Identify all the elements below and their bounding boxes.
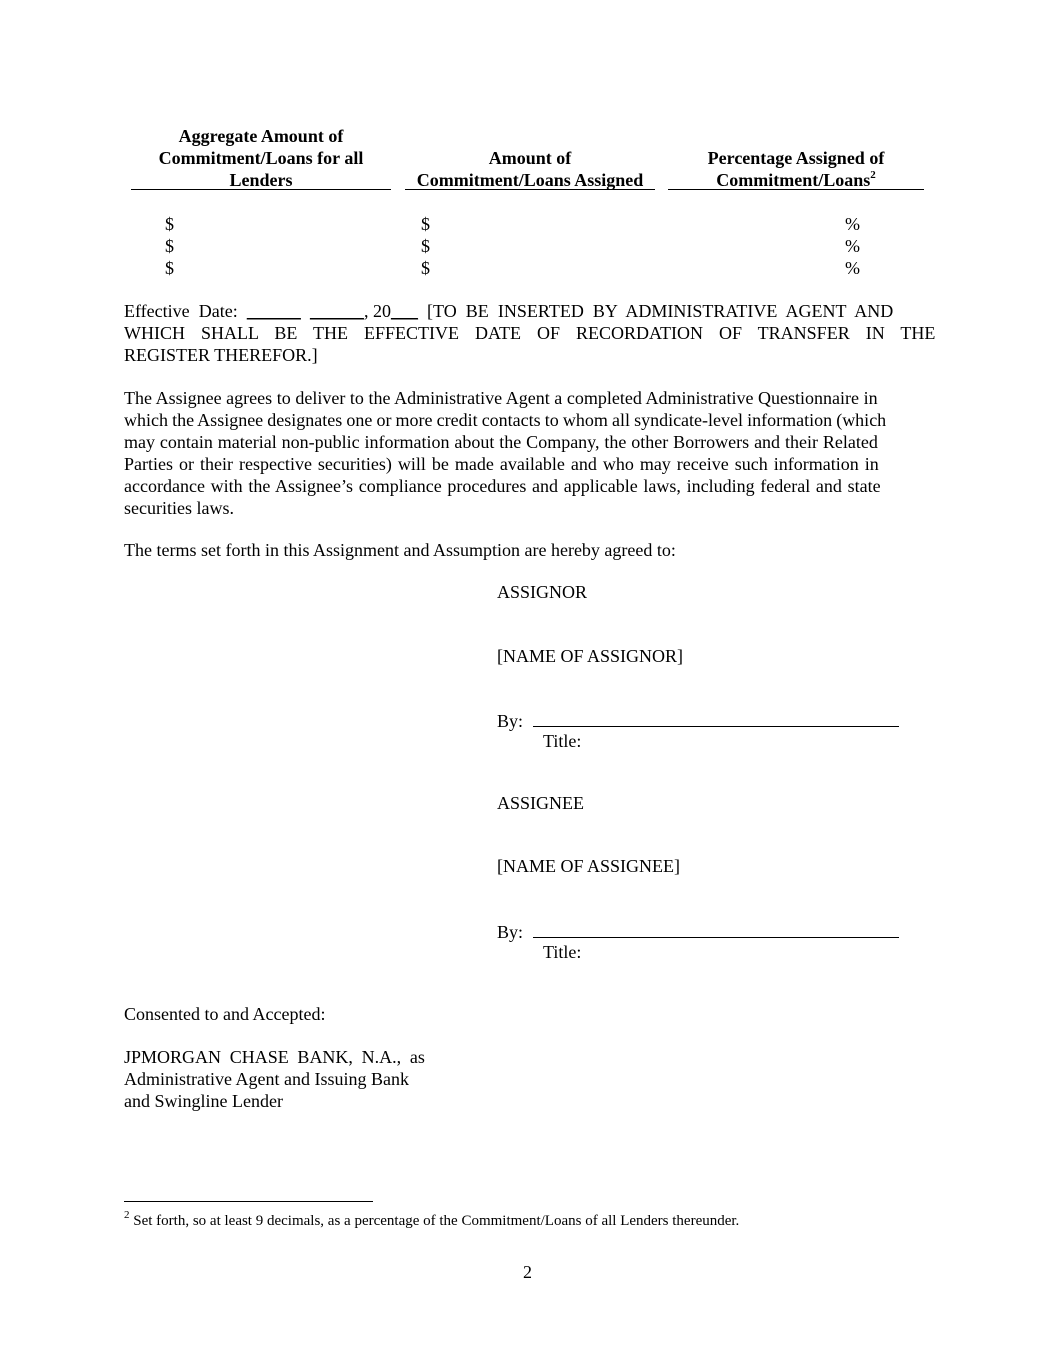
assignor-heading: ASSIGNOR [497, 582, 588, 602]
cell-percentage: % [845, 214, 860, 234]
cell-assigned: $ [421, 214, 430, 234]
cell-aggregate: $ [165, 258, 174, 278]
page-number: 2 [523, 1262, 532, 1282]
effective-date-line-1 [124, 300, 931, 322]
footnote-ref: 2 [870, 169, 876, 181]
effective-date-blank-day: ______ [309, 301, 364, 321]
cell-aggregate: $ [165, 236, 174, 256]
header-aggregate-line-1: Aggregate Amount of [178, 126, 344, 146]
assignor-name: [NAME OF ASSIGNOR] [497, 646, 684, 666]
effective-date-label: Effective Date: [124, 301, 238, 321]
cell-aggregate: $ [165, 214, 174, 234]
header-assigned-line-1: Amount of [488, 148, 572, 168]
effective-date-line-2: WHICH SHALL BE THE EFFECTIVE DATE OF RECORDATION OF TRANSFER IN THE [124, 323, 936, 343]
header-aggregate-line-3: Lenders [229, 170, 293, 190]
footnote-number: 2 [124, 1209, 130, 1221]
consent-heading: Consented to and Accepted: [124, 1004, 326, 1024]
terms-statement: The terms set forth in this Assignment and Assumption are hereby agreed to: [124, 540, 676, 560]
header-aggregate-rule [131, 189, 391, 190]
assignee-paragraph-line-5: accordance with the Assignee’s compliance procedures and applicable laws, including federal and state [124, 476, 881, 496]
cell-assigned: $ [421, 258, 430, 278]
assignee-paragraph-line-1: The Assignee agrees to deliver to the Administrative Agent a completed Administrative Questionnaire in [124, 388, 878, 408]
effective-date-blank-year: ___ [390, 301, 418, 321]
assignor-title-label: Title: [543, 731, 582, 751]
effective-date-year-prefix: , 20 [363, 301, 391, 321]
assignee-paragraph-line-2: which the Assignee designates one or more credit contacts to whom all syndicate-level information (which [124, 410, 887, 430]
assignee-heading: ASSIGNEE [497, 793, 585, 813]
effective-date-blank-month: ______ [246, 301, 301, 321]
header-assigned-line-2: Commitment/Loans Assigned [416, 170, 644, 190]
cell-percentage: % [845, 258, 860, 278]
assignee-paragraph-line-3: may contain material non-public information about the Company, the other Borrowers and their Related [124, 432, 878, 452]
footnote-text: Set forth, so at least 9 decimals, as a percentage of the Commitment/Loans of all Lenders thereunder. [129, 1213, 740, 1229]
assignee-signature-field[interactable] [533, 919, 899, 938]
assignor-by-line [497, 708, 899, 732]
header-aggregate [131, 125, 391, 191]
header-percentage [668, 147, 924, 191]
assignee-by-label: By: [497, 922, 524, 942]
assignee-paragraph-line-6: securities laws. [124, 498, 234, 518]
footnote-separator [124, 1201, 373, 1202]
header-percentage-rule [668, 189, 924, 190]
assignee-name: [NAME OF ASSIGNEE] [497, 856, 681, 876]
consent-party-line-2: Administrative Agent and Issuing Bank [124, 1069, 409, 1089]
footnote [124, 1209, 740, 1230]
assignee-paragraph-line-4: Parties or their respective securities) will be made available and who may receive such information in [124, 454, 879, 474]
header-percentage-line-1: Percentage Assigned of [707, 148, 885, 168]
cell-assigned: $ [421, 236, 430, 256]
header-percentage-line-2 [668, 169, 924, 191]
consent-party-line-1: JPMORGAN CHASE BANK, N.A., as [124, 1047, 425, 1067]
consent-party-line-3: and Swingline Lender [124, 1091, 283, 1111]
assignee-title-label: Title: [543, 942, 582, 962]
assignor-by-label: By: [497, 711, 524, 731]
header-aggregate-line-2: Commitment/Loans for all [158, 148, 364, 168]
effective-date-line-1-rest: [TO BE INSERTED BY ADMINISTRATIVE AGENT AND [417, 301, 894, 321]
assignor-signature-field[interactable] [533, 708, 899, 727]
header-assigned-rule [405, 189, 655, 190]
header-percentage-line-2-text: Commitment/Loans [716, 170, 871, 190]
effective-date-line-3: REGISTER THEREFOR.] [124, 345, 318, 365]
header-assigned [405, 147, 655, 191]
assignee-by-line [497, 919, 899, 943]
cell-percentage: % [845, 236, 860, 256]
